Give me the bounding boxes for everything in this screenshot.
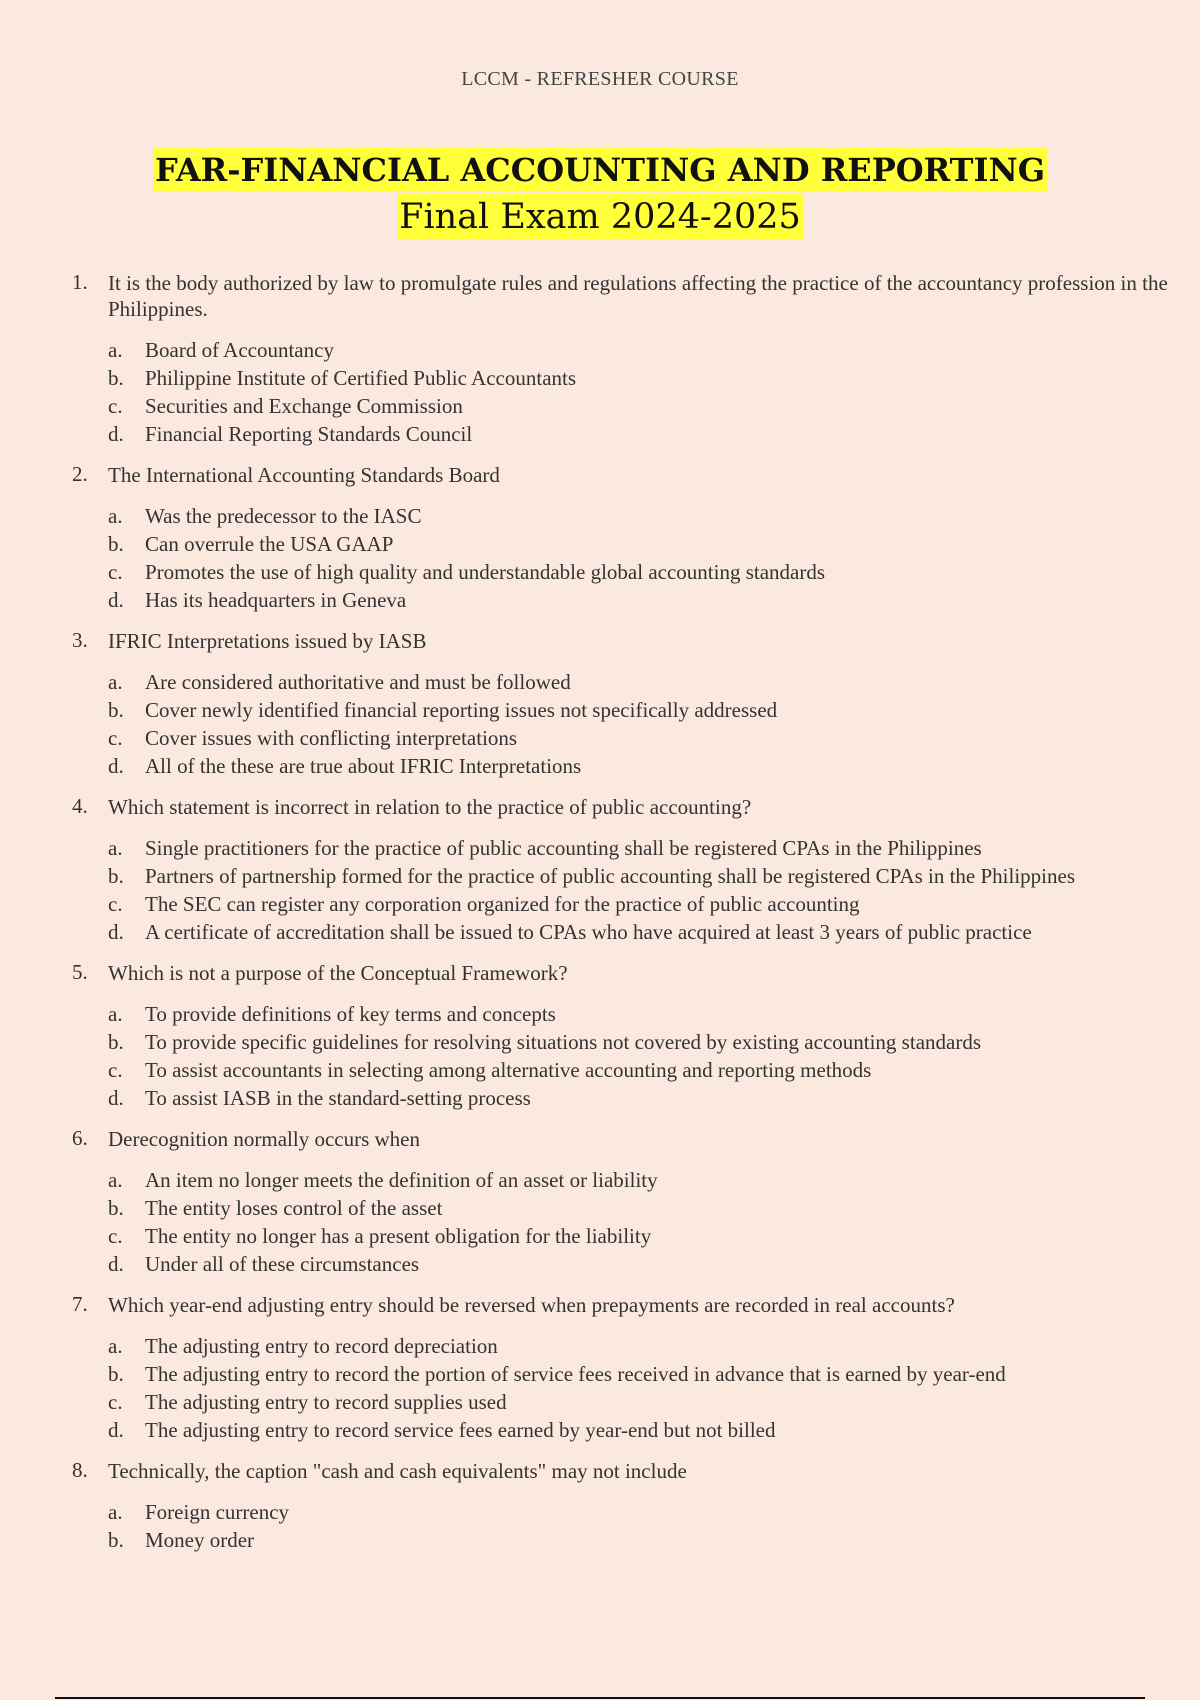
option-item: [108, 1360, 1180, 1388]
option-text: Securities and Exchange Commission: [145, 394, 463, 418]
option-letter: b.: [108, 1528, 124, 1552]
option-text: Partners of partnership formed for the practice of public accounting shall be registered CPAs in the Philippines: [145, 864, 1075, 888]
option-item: [108, 364, 1180, 392]
option-text: The SEC can register any corporation organized for the practice of public accounting: [145, 892, 860, 916]
option-letter: b.: [108, 366, 124, 390]
option-letter: a.: [108, 504, 123, 528]
option-text: Was the predecessor to the IASC: [145, 504, 422, 528]
option-item: [108, 1388, 1180, 1416]
option-letter: b.: [108, 1362, 124, 1386]
option-letter: c.: [108, 1390, 123, 1414]
option-letter: a.: [108, 1500, 123, 1524]
option-letter: a.: [108, 836, 123, 860]
option-item: [108, 752, 1180, 780]
option-letter: c.: [108, 1224, 123, 1248]
exam-title: FAR-FINANCIAL ACCOUNTING AND REPORTING: [153, 148, 1047, 192]
option-item: [108, 1084, 1180, 1112]
option-text: All of the these are true about IFRIC Interpretations: [145, 754, 582, 778]
option-item: [108, 502, 1180, 530]
option-letter: b.: [108, 864, 124, 888]
option-item: [108, 862, 1180, 890]
question-text: It is the body authorized by law to promulgate rules and regulations affecting the practice of the accountancy profession in the Philippines.: [108, 271, 1168, 321]
option-letter: d.: [108, 754, 124, 778]
option-item: [108, 336, 1180, 364]
option-letter: a.: [108, 670, 123, 694]
option-letter: b.: [108, 1030, 124, 1054]
option-text: Promotes the use of high quality and understandable global accounting standards: [145, 560, 826, 584]
question-number: 7.: [72, 1292, 88, 1316]
option-letter: a.: [108, 1334, 123, 1358]
option-text: The entity no longer has a present obligation for the liability: [145, 1224, 652, 1248]
option-letter: d.: [108, 1252, 124, 1276]
option-letter: d.: [108, 1086, 124, 1110]
option-item: [108, 1416, 1180, 1444]
option-list: [108, 834, 1180, 946]
option-item: [108, 420, 1180, 448]
option-letter: d.: [108, 920, 124, 944]
option-item: [108, 834, 1180, 862]
option-list: [108, 668, 1180, 780]
option-text: Board of Accountancy: [145, 338, 334, 362]
question-item: [72, 1292, 1180, 1444]
option-text: The adjusting entry to record the portion of service fees received in advance that is earned by year-end: [145, 1362, 1006, 1386]
option-item: [108, 696, 1180, 724]
option-text: Foreign currency: [145, 1500, 290, 1524]
option-text: An item no longer meets the definition of an asset or liability: [145, 1168, 658, 1192]
question-number: 5.: [72, 960, 88, 984]
option-text: The entity loses control of the asset: [145, 1196, 443, 1220]
option-list: [108, 502, 1180, 614]
option-item: [108, 1250, 1180, 1278]
option-letter: c.: [108, 1058, 123, 1082]
option-text: Are considered authoritative and must be followed: [145, 670, 571, 694]
question-text: Which statement is incorrect in relation to the practice of public accounting?: [108, 795, 752, 819]
option-text: Has its headquarters in Geneva: [145, 588, 407, 612]
question-text: Derecognition normally occurs when: [108, 1127, 420, 1151]
option-item: [108, 1028, 1180, 1056]
question-number: 2.: [72, 462, 88, 486]
question-number: 4.: [72, 794, 88, 818]
question-item: [72, 1458, 1180, 1554]
option-item: [108, 1000, 1180, 1028]
option-text: To assist accountants in selecting among alternative accounting and reporting methods: [145, 1058, 872, 1082]
option-item: [108, 724, 1180, 752]
option-item: [108, 1332, 1180, 1360]
option-item: [108, 1194, 1180, 1222]
option-item: [108, 668, 1180, 696]
question-item: [72, 794, 1180, 946]
option-item: [108, 918, 1180, 946]
option-letter: b.: [108, 532, 124, 556]
option-letter: c.: [108, 560, 123, 584]
question-text: Which is not a purpose of the Conceptual Framework?: [108, 961, 568, 985]
option-text: A certificate of accreditation shall be issued to CPAs who have acquired at least 3 years of public practice: [145, 920, 1032, 944]
option-letter: d.: [108, 1418, 124, 1442]
option-item: [108, 1056, 1180, 1084]
option-letter: c.: [108, 394, 123, 418]
option-letter: a.: [108, 338, 123, 362]
option-text: Single practitioners for the practice of public accounting shall be registered CPAs in the Philippines: [145, 836, 982, 860]
question-text: Which year-end adjusting entry should be reversed when prepayments are recorded in real accounts?: [108, 1293, 955, 1317]
option-letter: a.: [108, 1002, 123, 1026]
option-text: Under all of these circumstances: [145, 1252, 420, 1276]
option-text: Financial Reporting Standards Council: [145, 422, 473, 446]
option-letter: d.: [108, 422, 124, 446]
question-list: [0, 270, 1200, 1568]
option-item: [108, 558, 1180, 586]
question-text: The International Accounting Standards Board: [108, 463, 500, 487]
option-text: The adjusting entry to record supplies used: [145, 1390, 507, 1414]
option-letter: c.: [108, 726, 123, 750]
option-text: Money order: [145, 1528, 255, 1552]
exam-subtitle: Final Exam 2024-2025: [397, 194, 803, 240]
option-list: [108, 1000, 1180, 1112]
option-list: [108, 1498, 1180, 1554]
option-text: The adjusting entry to record service fees earned by year-end but not billed: [145, 1418, 776, 1442]
option-text: To assist IASB in the standard-setting process: [145, 1086, 531, 1110]
question-number: 1.: [72, 270, 88, 294]
option-text: Cover newly identified financial reporting issues not specifically addressed: [145, 698, 778, 722]
option-item: [108, 890, 1180, 918]
option-letter: c.: [108, 892, 123, 916]
title-block: [0, 148, 1200, 240]
option-letter: b.: [108, 698, 124, 722]
option-item: [108, 392, 1180, 420]
option-text: To provide definitions of key terms and concepts: [145, 1002, 556, 1026]
option-item: [108, 1498, 1180, 1526]
option-item: [108, 1222, 1180, 1250]
question-text: IFRIC Interpretations issued by IASB: [108, 629, 427, 653]
question-item: [72, 1126, 1180, 1278]
option-list: [108, 1332, 1180, 1444]
question-number: 8.: [72, 1458, 88, 1482]
option-letter: a.: [108, 1168, 123, 1192]
option-item: [108, 1166, 1180, 1194]
question-number: 3.: [72, 628, 88, 652]
option-text: Cover issues with conflicting interpretations: [145, 726, 518, 750]
option-letter: b.: [108, 1196, 124, 1220]
question-text: Technically, the caption "cash and cash equivalents" may not include: [108, 1459, 687, 1483]
question-item: [72, 960, 1180, 1112]
option-text: The adjusting entry to record depreciation: [145, 1334, 498, 1358]
question-item: [72, 462, 1180, 614]
question-number: 6.: [72, 1126, 88, 1150]
option-letter: d.: [108, 588, 124, 612]
option-text: Can overrule the USA GAAP: [145, 532, 394, 556]
course-header: LCCM - REFRESHER COURSE: [461, 68, 739, 90]
page-divider: [55, 1697, 1145, 1699]
option-text: To provide specific guidelines for resolving situations not covered by existing accounting standards: [145, 1030, 982, 1054]
option-item: [108, 1526, 1180, 1554]
option-list: [108, 336, 1180, 448]
option-text: Philippine Institute of Certified Public Accountants: [145, 366, 577, 390]
option-list: [108, 1166, 1180, 1278]
question-item: [72, 270, 1180, 448]
option-item: [108, 530, 1180, 558]
option-item: [108, 586, 1180, 614]
question-item: [72, 628, 1180, 780]
